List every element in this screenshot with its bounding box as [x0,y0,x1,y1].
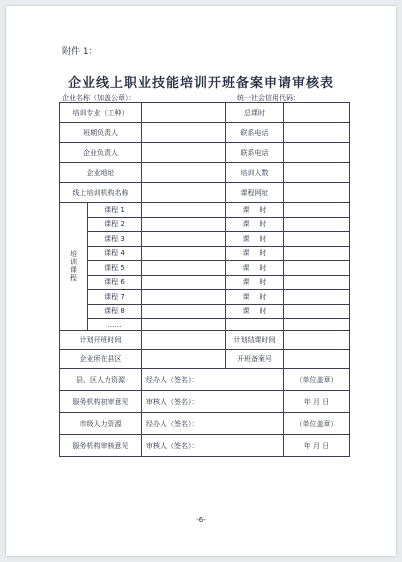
attachment-label: 附件 1： [62,47,98,57]
enterprise-leader-label: 企业负责人 [60,143,142,163]
filing-no-field[interactable] [284,350,350,369]
form-title: 企业线上职业技能培训开班备案申请审核表 [67,76,334,91]
course-hours-field[interactable] [284,232,350,247]
enterprise-name-label: 企业名称（加盖公章）： [62,94,136,102]
course-label: 课程 3 [88,232,142,247]
course-hours-label: 课时 [226,290,284,305]
online-institution-field[interactable] [142,183,226,203]
document-page [6,6,396,556]
class-leader-field[interactable] [142,123,226,143]
page-number: -6- [196,516,206,524]
city-reviewer-signature[interactable]: 审核人（签名）： [142,435,284,457]
course-hours-label: 课时 [226,261,284,276]
course-hours-field[interactable] [284,246,350,261]
city-handler-signature[interactable]: 经办人（签名）： [142,413,284,435]
course-label: 课程 4 [88,246,142,261]
course-hours-field[interactable] [284,275,350,290]
region-label: 企业所在县区 [60,350,142,369]
city-date[interactable]: 年 月 日 [284,435,350,457]
county-review-title-line1: 县、区人力资源 [60,369,142,391]
course-field[interactable] [142,217,226,232]
contact-phone-label: 联系电话 [226,123,284,143]
plan-start-label: 计划开班时间 [60,331,142,350]
course-hours-label: 课时 [226,232,284,247]
course-label: 课程 5 [88,261,142,276]
region-field[interactable] [142,350,226,369]
course-label: 课程 1 [88,203,142,218]
course-hours-field[interactable] [284,217,350,232]
contact-phone-field[interactable] [284,123,350,143]
course-hours-label [226,319,284,331]
county-reviewer-signature[interactable]: 审核人（签名）： [142,391,284,413]
course-url-label: 课程网址 [226,183,284,203]
course-field[interactable] [142,290,226,305]
plan-start-field[interactable] [142,331,226,350]
class-leader-label: 班期负责人 [60,123,142,143]
city-seal: （单位盖章） [284,413,350,435]
course-hours-field[interactable] [284,319,350,331]
course-field[interactable] [142,304,226,319]
course-field[interactable] [142,275,226,290]
course-field[interactable] [142,246,226,261]
enterprise-address-field[interactable] [142,163,226,183]
course-hours-field[interactable] [284,261,350,276]
course-hours-field[interactable] [284,290,350,305]
course-label: 课程 7 [88,290,142,305]
plan-end-label: 计划结课时间 [226,331,284,350]
training-major-label: 培训专业（工种） [60,103,142,123]
course-field[interactable] [142,319,226,331]
online-institution-label: 线上培训机构名称 [60,183,142,203]
trainee-count-label: 培训人数 [226,163,284,183]
course-field[interactable] [142,232,226,247]
plan-end-field[interactable] [284,331,350,350]
credit-code-label: 统一社会信用代码： [237,94,300,102]
more-courses-ellipsis: …… [88,319,142,331]
application-table [59,102,350,457]
course-label: 课程 2 [88,217,142,232]
training-major-field[interactable] [142,103,226,123]
course-url-field[interactable] [284,183,350,203]
course-hours-label: 课时 [226,246,284,261]
total-hours-field[interactable] [284,103,350,123]
total-hours-label: 总课时 [226,103,284,123]
enterprise-address-label: 企业地址 [60,163,142,183]
contact-phone-label: 联系电话 [226,143,284,163]
course-hours-label: 课时 [226,203,284,218]
course-label: 课程 8 [88,304,142,319]
course-group-label: 培训课程 [60,203,88,331]
trainee-count-field[interactable] [284,163,350,183]
county-review-title-line2: 服务机构初审意见 [60,391,142,413]
contact-phone-field[interactable] [284,143,350,163]
county-handler-signature[interactable]: 经办人（签名）： [142,369,284,391]
course-field[interactable] [142,261,226,276]
county-date[interactable]: 年 月 日 [284,391,350,413]
course-hours-label: 课时 [226,304,284,319]
course-label: 课程 6 [88,275,142,290]
city-review-title-line2: 服务机构审核意见 [60,435,142,457]
course-hours-label: 课时 [226,275,284,290]
course-hours-field[interactable] [284,304,350,319]
county-seal: （单位盖章） [284,369,350,391]
city-review-title-line1: 市级人力资源 [60,413,142,435]
filing-no-label: 开班备案号 [226,350,284,369]
course-hours-label: 课时 [226,217,284,232]
enterprise-leader-field[interactable] [142,143,226,163]
course-hours-field[interactable] [284,203,350,218]
course-field[interactable] [142,203,226,218]
